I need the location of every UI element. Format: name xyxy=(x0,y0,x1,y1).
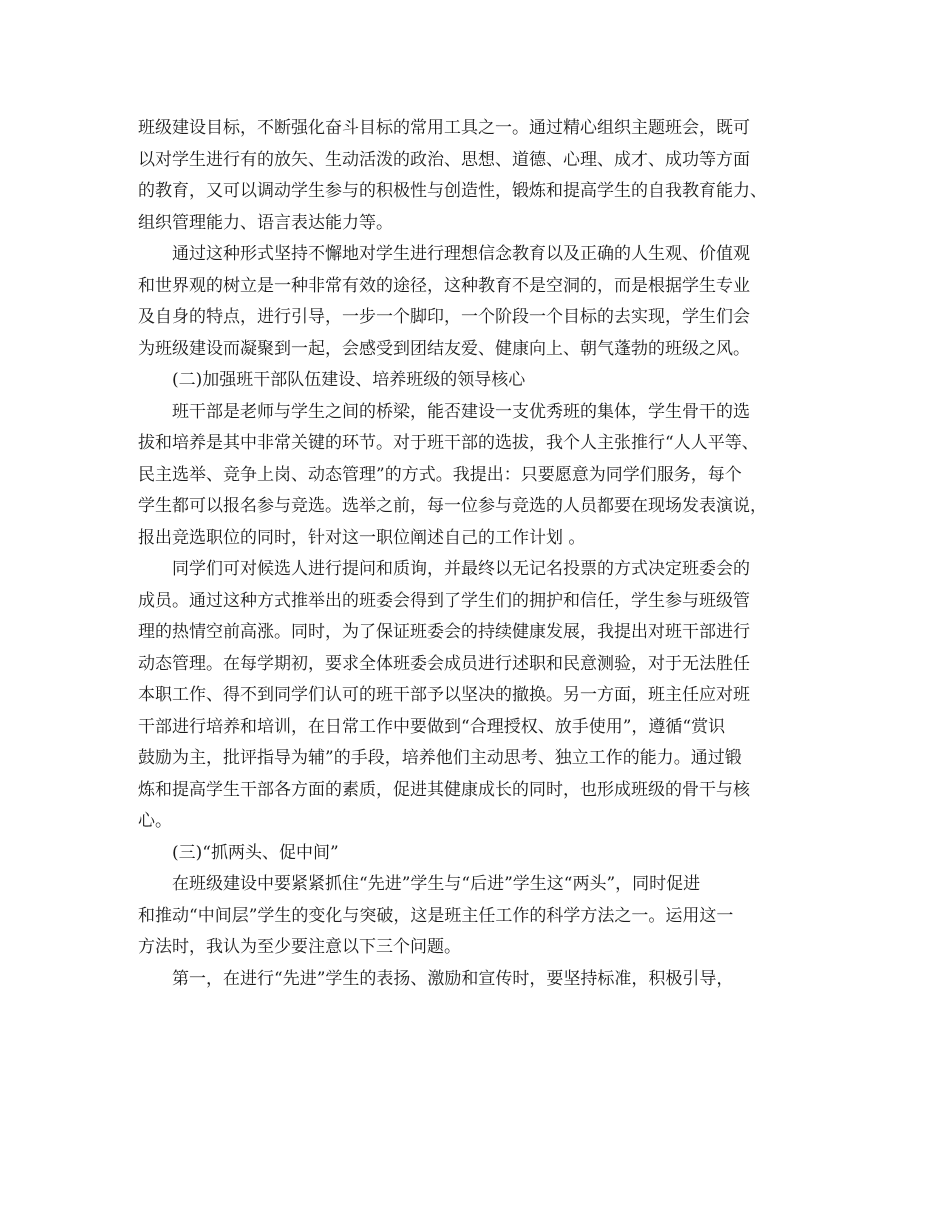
text-line: 组织管理能力、语言表达能力等。 xyxy=(138,212,393,233)
text-line: 本职工作、得不到同学们认可的班干部予以坚决的撤换。另一方面，班主任应对班 xyxy=(138,685,750,705)
text-line: 班级建设目标，不断强化奋斗目标的常用工具之一。通过精心组织主题班会，既可 xyxy=(138,118,750,138)
document-body xyxy=(138,113,818,995)
text-line: 同学们可对候选人进行提问和质询，并最终以无记名投票的方式决定班委会的 xyxy=(138,559,750,579)
text-line: 干部进行培养和培训，在日常工作中要做到“合理授权、放手使用”，遵循“赏识 xyxy=(138,716,726,737)
text-line: 在班级建设中要紧紧抓住“先进”学生与“后进”学生这“两头”，同时促进 xyxy=(138,874,701,894)
section-heading: (三)“抓两头、促中间” xyxy=(138,842,339,863)
text-line: 班干部是老师与学生之间的桥梁，能否建设一支优秀班的集体，学生骨干的选 xyxy=(138,401,750,422)
text-line: 和推动“中间层”学生的变化与突破，这是班主任工作的科学方法之一。运用这一 xyxy=(138,905,734,926)
text-line: 方法时，我认为至少要注意以下三个问题。 xyxy=(138,937,461,957)
text-line: 成员。通过这种方式推举出的班委会得到了学生们的拥护和信任，学生参与班级管 xyxy=(138,590,750,611)
text-line: 第一，在进行“先进”学生的表扬、激励和宣传时，要坚持标准，积极引导， xyxy=(138,968,734,989)
text-line: 通过这种形式坚持不懈地对学生进行理想信念教育以及正确的人生观、价值观 xyxy=(138,244,750,264)
text-line: 的教育，又可以调动学生参与的积极性与创造性，锻炼和提高学生的自我教育能力、 xyxy=(138,181,767,201)
text-line: 报出竞选职位的同时，针对这一职位阐述自己的工作计划 。 xyxy=(138,527,586,548)
text-line: 学生都可以报名参与竞选。选举之前，每一位参与竞选的人员都要在现场发表演说， xyxy=(138,496,767,516)
text-line: 和世界观的树立是一种非常有效的途径，这种教育不是空洞的，而是根据学生专业 xyxy=(138,275,750,296)
text-line: 理的热情空前高涨。同时，为了保证班委会的持续健康发展，我提出对班干部进行 xyxy=(138,622,750,642)
text-line: 为班级建设而凝聚到一起，会感受到团结友爱、健康向上、朝气蓬勃的班级之风。 xyxy=(138,338,750,359)
text-line: 动态管理。在每学期初，要求全体班委会成员进行述职和民意测验，对于无法胜任 xyxy=(138,653,750,674)
text-line: 以对学生进行有的放矢、生动活泼的政治、思想、道德、心理、成才、成功等方面 xyxy=(138,149,750,170)
text-line: 民主选举、竞争上岗、动态管理”的方式。我提出：只要愿意为同学们服务，每个 xyxy=(138,464,742,485)
text-line: 鼓励为主，批评指导为辅”的手段，培养他们主动思考、独立工作的能力。通过锻 xyxy=(138,748,742,768)
text-line: 及自身的特点，进行引导，一步一个脚印，一个阶段一个目标的去实现，学生们会 xyxy=(138,307,750,327)
text-line: 拔和培养是其中非常关键的环节。对于班干部的选拔，我个人主张推行“人人平等、 xyxy=(138,433,759,453)
text-line: 心。 xyxy=(138,811,172,831)
text-line: 炼和提高学生干部各方面的素质，促进其健康成长的同时，也形成班级的骨干与核 xyxy=(138,779,750,800)
section-heading: (二)加强班干部队伍建设、培养班级的领导核心 xyxy=(138,370,526,390)
